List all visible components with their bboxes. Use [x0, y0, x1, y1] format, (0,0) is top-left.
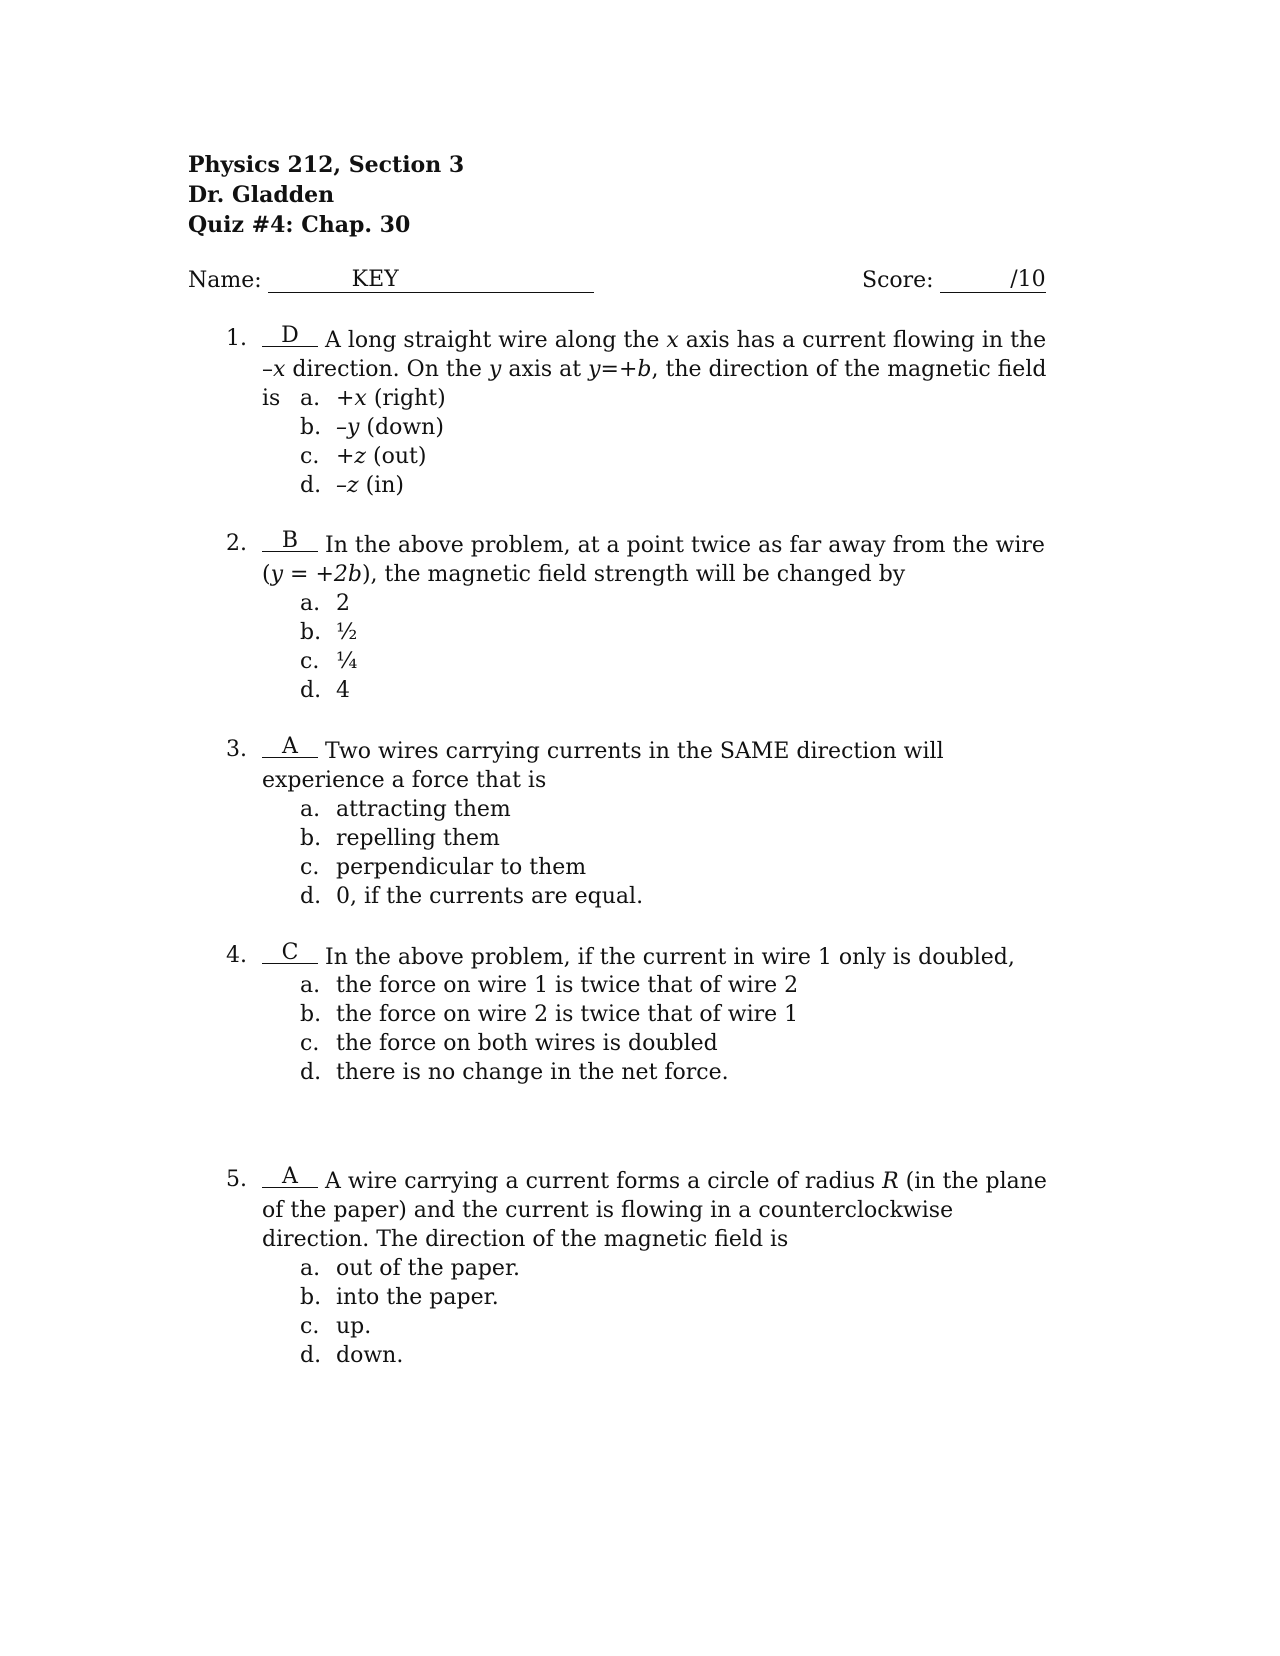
- score-field: [862, 268, 1046, 293]
- text-part: In the above problem, at a point twice as far away from the wire (: [262, 533, 1045, 587]
- option-text: perpendicular to them: [336, 855, 587, 880]
- option-d: [300, 1341, 520, 1370]
- score-value: /10: [1010, 267, 1046, 292]
- math-var: x: [666, 328, 679, 353]
- course-title: Physics 212, Section 3: [188, 152, 465, 178]
- option-letter: b.: [300, 1285, 322, 1310]
- option-text: the force on wire 1 is twice that of wire 2: [336, 973, 799, 998]
- option-math: +z: [336, 444, 367, 469]
- math-var: y=+b: [588, 357, 652, 382]
- options-list: [300, 384, 446, 500]
- option-text: 4: [336, 678, 350, 703]
- option-a: [300, 384, 446, 413]
- answer-value: A: [282, 734, 298, 759]
- options-list: [300, 1254, 520, 1370]
- math-var: x: [273, 357, 286, 382]
- option-d: [300, 471, 446, 500]
- option-text: 2: [336, 591, 350, 616]
- answer-value: D: [281, 323, 299, 348]
- quiz-title: Quiz #4: Chap. 30: [188, 212, 411, 238]
- option-a: [300, 971, 798, 1000]
- option-math: –z: [336, 473, 359, 498]
- option-math: –y: [336, 415, 360, 440]
- option-b: [300, 413, 446, 442]
- option-text: repelling them: [336, 826, 500, 851]
- text-part: axis at: [501, 357, 589, 382]
- answer-blank: [262, 1165, 318, 1188]
- option-d: [300, 676, 357, 705]
- option-letter: a.: [300, 973, 321, 998]
- answer-blank: [262, 941, 318, 964]
- option-text: (in): [358, 473, 404, 498]
- option-math: +x: [336, 386, 367, 411]
- question-number: 2.: [226, 531, 247, 556]
- option-text: (down): [359, 415, 444, 440]
- answer-value: B: [281, 528, 299, 553]
- text-part: (in the plane of the paper) and the current is flowing in a counterclockwise direction. The direction of the magnetic field is: [262, 1169, 1047, 1252]
- option-a: [300, 795, 643, 824]
- text-part: axis has a current flowing in the –: [262, 328, 1047, 382]
- score-label: Score:: [862, 268, 934, 293]
- option-letter: c.: [300, 855, 320, 880]
- option-letter: d.: [300, 678, 322, 703]
- answer-value: C: [281, 940, 299, 965]
- name-field: [188, 268, 594, 293]
- option-letter: a.: [300, 797, 321, 822]
- name-blank: [268, 268, 594, 293]
- score-blank: [940, 268, 1046, 293]
- options-list: [300, 795, 643, 911]
- option-letter: d.: [300, 1060, 322, 1085]
- option-c: [300, 1312, 520, 1341]
- question-text: [262, 529, 1062, 589]
- option-letter: d.: [300, 473, 322, 498]
- option-letter: b.: [300, 826, 322, 851]
- answer-blank: [262, 529, 318, 552]
- option-text: ¼: [336, 649, 358, 674]
- option-a: [300, 589, 357, 618]
- answer-blank: [262, 735, 318, 758]
- answer-value: A: [282, 1164, 298, 1189]
- option-d: [300, 1058, 798, 1087]
- option-c: [300, 647, 357, 676]
- option-text: the force on wire 2 is twice that of wire 1: [336, 1002, 799, 1027]
- option-c: [300, 853, 643, 882]
- option-a: [300, 1254, 520, 1283]
- text-part: In the above problem, if the current in wire 1 only is doubled,: [325, 945, 1015, 970]
- name-value: KEY: [351, 267, 399, 292]
- option-letter: a.: [300, 386, 321, 411]
- option-letter: d.: [300, 884, 322, 909]
- question-number: 4.: [226, 943, 247, 968]
- question-text: [262, 735, 1062, 795]
- question-text: [262, 941, 1062, 972]
- instructor-name: Dr. Gladden: [188, 182, 335, 208]
- question-text: [262, 1165, 1062, 1254]
- option-text: out of the paper.: [336, 1256, 521, 1281]
- option-b: [300, 618, 357, 647]
- math-var: y = +2b: [270, 562, 362, 587]
- option-text: there is no change in the net force.: [336, 1060, 729, 1085]
- option-text: the force on both wires is doubled: [336, 1031, 718, 1056]
- option-c: [300, 442, 446, 471]
- question-number: 3.: [226, 737, 247, 762]
- option-text: up.: [336, 1314, 372, 1339]
- question-number: 1.: [226, 326, 247, 351]
- text-part: A long straight wire along the: [325, 328, 667, 353]
- text-part: A wire carrying a current forms a circle of radius: [325, 1169, 883, 1194]
- text-part: ), the magnetic field strength will be changed by: [361, 562, 906, 587]
- option-letter: b.: [300, 1002, 322, 1027]
- option-letter: b.: [300, 620, 322, 645]
- option-text: attracting them: [336, 797, 511, 822]
- option-letter: c.: [300, 649, 320, 674]
- answer-blank: [262, 324, 318, 347]
- text-part: Two wires carrying currents in the SAME direction will experience a force that is: [262, 739, 944, 793]
- option-text: ½: [336, 620, 358, 645]
- option-b: [300, 1000, 798, 1029]
- option-letter: b.: [300, 415, 322, 440]
- option-c: [300, 1029, 798, 1058]
- option-b: [300, 824, 643, 853]
- quiz-header: [188, 150, 464, 240]
- option-d: [300, 882, 643, 911]
- option-letter: a.: [300, 1256, 321, 1281]
- option-letter: c.: [300, 1031, 320, 1056]
- option-letter: a.: [300, 591, 321, 616]
- options-list: [300, 971, 798, 1087]
- options-list: [300, 589, 357, 705]
- question-number: 5.: [226, 1167, 247, 1192]
- option-letter: c.: [300, 1314, 320, 1339]
- option-text: 0, if the currents are equal.: [336, 884, 644, 909]
- option-letter: c.: [300, 444, 320, 469]
- option-text: (right): [366, 386, 446, 411]
- option-letter: d.: [300, 1343, 322, 1368]
- text-part: , the direction of the magnetic field is: [262, 357, 1047, 411]
- option-text: down.: [336, 1343, 404, 1368]
- option-text: into the paper.: [336, 1285, 499, 1310]
- option-text: (out): [366, 444, 427, 469]
- name-label: Name:: [188, 268, 262, 293]
- option-b: [300, 1283, 520, 1312]
- text-part: direction. On the: [285, 357, 489, 382]
- math-var: y: [488, 357, 502, 382]
- math-var: R: [882, 1169, 899, 1194]
